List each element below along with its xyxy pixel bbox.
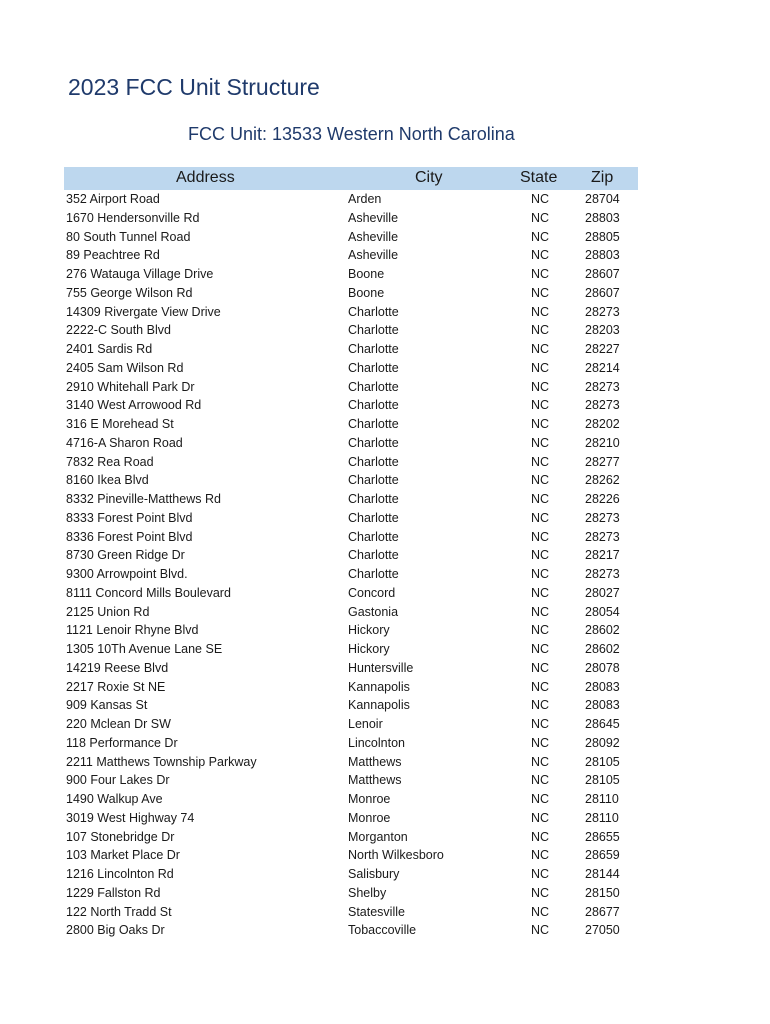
cell-state: NC	[531, 867, 550, 881]
cell-zip: 28083	[585, 679, 620, 694]
cell-state: NC	[531, 210, 550, 225]
table-body	[64, 190, 638, 940]
cell-address: 107 Stonebridge Dr	[66, 829, 175, 844]
cell-address: 1229 Fallston Rd	[66, 885, 161, 900]
cell-zip: 28655	[585, 829, 620, 844]
cell-zip: 28150	[585, 885, 620, 900]
table-row	[64, 490, 638, 509]
cell-state: NC	[531, 660, 550, 675]
cell-state: NC	[531, 342, 550, 356]
cell-state: NC	[531, 323, 550, 338]
cell-zip: 28105	[585, 773, 620, 788]
cell-city: Lenoir	[348, 717, 383, 731]
cell-address: 2217 Roxie St NE	[66, 679, 166, 694]
cell-state: NC	[531, 379, 550, 394]
cell-city: Charlotte	[348, 360, 399, 375]
cell-state: NC	[531, 717, 550, 731]
cell-state: NC	[531, 604, 550, 619]
table-row	[64, 584, 638, 603]
cell-address: 103 Market Place Dr	[66, 848, 180, 863]
cell-city: Charlotte	[348, 454, 399, 469]
table-row	[64, 903, 638, 922]
cell-city: Charlotte	[348, 417, 399, 431]
cell-state: NC	[531, 398, 550, 413]
cell-city: Charlotte	[348, 567, 399, 581]
table-row	[64, 809, 638, 828]
cell-city: Gastonia	[348, 604, 399, 619]
cell-zip: 28273	[585, 398, 620, 413]
table-row	[64, 546, 638, 565]
cell-address: 316 E Morehead St	[66, 417, 174, 431]
cell-city: Charlotte	[348, 548, 399, 563]
cell-city: Boone	[348, 285, 385, 300]
cell-zip: 28027	[585, 585, 620, 600]
cell-zip: 28645	[585, 717, 620, 731]
cell-zip: 28078	[585, 660, 620, 675]
cell-address: 1670 Hendersonville Rd	[66, 210, 200, 225]
cell-address: 3140 West Arrowood Rd	[66, 398, 202, 413]
cell-state: NC	[531, 792, 550, 806]
cell-zip: 28607	[585, 285, 620, 300]
cell-address: 2910 Whitehall Park Dr	[66, 379, 195, 394]
cell-address: 8336 Forest Point Blvd	[66, 529, 193, 544]
cell-address: 3019 West Highway 74	[66, 810, 195, 825]
cell-zip: 28217	[585, 548, 620, 563]
cell-zip: 28203	[585, 323, 620, 338]
cell-zip: 28105	[585, 754, 620, 769]
cell-address: 2401 Sardis Rd	[66, 342, 153, 356]
table-row	[64, 715, 638, 734]
cell-zip: 28262	[585, 473, 620, 488]
cell-address: 8332 Pineville-Matthews Rd	[66, 492, 221, 506]
cell-address: 8160 Ikea Blvd	[66, 473, 149, 488]
cell-address: 909 Kansas St	[66, 698, 148, 713]
cell-state: NC	[531, 735, 550, 750]
cell-state: NC	[531, 267, 550, 281]
cell-zip: 28144	[585, 867, 620, 881]
cell-address: 2211 Matthews Township Parkway	[66, 754, 257, 769]
cell-zip: 27050	[585, 923, 620, 938]
cell-address: 7832 Rea Road	[66, 454, 154, 469]
table-row	[64, 771, 638, 790]
cell-city: Asheville	[348, 229, 399, 244]
page-subtitle: FCC Unit: 13533 Western North Carolina	[188, 124, 515, 144]
cell-address: 2800 Big Oaks Dr	[66, 923, 165, 938]
table-row	[64, 921, 638, 940]
cell-zip: 28273	[585, 379, 620, 394]
cell-address: 4716-A Sharon Road	[66, 435, 183, 450]
cell-state: NC	[531, 623, 550, 638]
cell-city: Boone	[348, 267, 385, 281]
cell-state: NC	[531, 229, 550, 244]
table-row	[64, 790, 638, 809]
cell-state: NC	[531, 698, 550, 713]
cell-city: Tobaccoville	[348, 923, 417, 938]
cell-state: NC	[531, 492, 550, 506]
table-row	[64, 359, 638, 378]
cell-state: NC	[531, 417, 550, 431]
cell-city: Lincolnton	[348, 735, 405, 750]
table-row	[64, 340, 638, 359]
table-row	[64, 509, 638, 528]
cell-zip: 28602	[585, 642, 620, 656]
cell-address: 8333 Forest Point Blvd	[66, 510, 193, 525]
table-row	[64, 321, 638, 340]
cell-address: 122 North Tradd St	[66, 904, 172, 919]
table-row	[64, 284, 638, 303]
table-row	[64, 659, 638, 678]
cell-city: Concord	[348, 585, 396, 600]
column-header-address: Address	[176, 169, 235, 186]
table-row	[64, 696, 638, 715]
cell-state: NC	[531, 285, 550, 300]
cell-city: Shelby	[348, 885, 387, 900]
cell-state: NC	[531, 567, 550, 581]
cell-zip: 28054	[585, 604, 620, 619]
cell-address: 900 Four Lakes Dr	[66, 773, 170, 788]
cell-city: Huntersville	[348, 660, 414, 675]
cell-city: Matthews	[348, 754, 402, 769]
table-row	[64, 846, 638, 865]
cell-city: Arden	[348, 192, 382, 206]
cell-address: 1490 Walkup Ave	[66, 792, 163, 806]
cell-city: Matthews	[348, 773, 402, 788]
cell-state: NC	[531, 360, 550, 375]
cell-state: NC	[531, 923, 550, 938]
table-row	[64, 453, 638, 472]
cell-city: Charlotte	[348, 342, 399, 356]
cell-zip: 28202	[585, 417, 620, 431]
cell-zip: 28602	[585, 623, 620, 638]
table-header-row	[64, 167, 638, 190]
cell-address: 9300 Arrowpoint Blvd.	[66, 567, 188, 581]
cell-city: Charlotte	[348, 529, 399, 544]
table-row	[64, 434, 638, 453]
cell-city: Hickory	[348, 642, 390, 656]
cell-address: 220 Mclean Dr SW	[66, 717, 171, 731]
cell-address: 1121 Lenoir Rhyne Blvd	[66, 623, 199, 638]
table-row	[64, 396, 638, 415]
cell-address: 80 South Tunnel Road	[66, 229, 191, 244]
cell-city: Charlotte	[348, 323, 399, 338]
table-row	[64, 415, 638, 434]
cell-zip: 28226	[585, 492, 620, 506]
cell-zip: 28083	[585, 698, 620, 713]
table-row	[64, 471, 638, 490]
table-row	[64, 190, 638, 209]
column-header-city: City	[415, 169, 443, 186]
cell-city: Hickory	[348, 623, 390, 638]
cell-address: 2405 Sam Wilson Rd	[66, 360, 184, 375]
cell-city: Charlotte	[348, 304, 399, 319]
cell-city: Monroe	[348, 792, 391, 806]
cell-zip: 28092	[585, 735, 620, 750]
cell-zip: 28805	[585, 229, 620, 244]
table-row	[64, 265, 638, 284]
cell-city: Kannapolis	[348, 679, 410, 694]
cell-zip: 28273	[585, 529, 620, 544]
cell-address: 755 George Wilson Rd	[66, 285, 193, 300]
cell-zip: 28607	[585, 267, 620, 281]
locations-table	[64, 167, 638, 940]
table-row	[64, 753, 638, 772]
cell-zip: 28273	[585, 510, 620, 525]
cell-zip: 28659	[585, 848, 620, 863]
cell-address: 2125 Union Rd	[66, 604, 150, 619]
table-row	[64, 734, 638, 753]
table-row	[64, 528, 638, 547]
table-row	[64, 246, 638, 265]
cell-state: NC	[531, 529, 550, 544]
cell-address: 14309 Rivergate View Drive	[66, 304, 221, 319]
cell-zip: 28110	[585, 792, 619, 806]
cell-state: NC	[531, 904, 550, 919]
table-row	[64, 640, 638, 659]
cell-address: 352 Airport Road	[66, 192, 160, 206]
cell-state: NC	[531, 885, 550, 900]
cell-zip: 28803	[585, 248, 620, 263]
cell-address: 2222-C South Blvd	[66, 323, 171, 338]
cell-zip: 28110	[585, 810, 619, 825]
table-row	[64, 228, 638, 247]
table-row	[64, 303, 638, 322]
cell-city: Charlotte	[348, 510, 399, 525]
cell-address: 118 Performance Dr	[66, 735, 178, 750]
cell-address: 8111 Concord Mills Boulevard	[66, 585, 231, 600]
cell-zip: 28277	[585, 454, 620, 469]
table-row	[64, 884, 638, 903]
cell-address: 1216 Lincolnton Rd	[66, 867, 174, 881]
cell-zip: 28704	[585, 192, 620, 206]
table-row	[64, 828, 638, 847]
cell-state: NC	[531, 454, 550, 469]
cell-state: NC	[531, 473, 550, 488]
cell-state: NC	[531, 679, 550, 694]
cell-zip: 28273	[585, 567, 620, 581]
cell-state: NC	[531, 585, 550, 600]
cell-state: NC	[531, 548, 550, 563]
cell-city: Charlotte	[348, 435, 399, 450]
table-row	[64, 378, 638, 397]
cell-city: Charlotte	[348, 379, 399, 394]
cell-state: NC	[531, 510, 550, 525]
cell-city: North Wilkesboro	[348, 848, 444, 863]
table-row	[64, 865, 638, 884]
cell-state: NC	[531, 248, 550, 263]
cell-state: NC	[531, 829, 550, 844]
cell-state: NC	[531, 304, 550, 319]
cell-state: NC	[531, 810, 550, 825]
column-header-state: State	[520, 169, 558, 186]
cell-city: Salisbury	[348, 867, 400, 881]
cell-zip: 28210	[585, 435, 620, 450]
column-header-zip: Zip	[591, 169, 614, 186]
cell-zip: 28214	[585, 360, 620, 375]
cell-city: Kannapolis	[348, 698, 410, 713]
cell-city: Monroe	[348, 810, 391, 825]
page-title: 2023 FCC Unit Structure	[68, 74, 320, 100]
cell-state: NC	[531, 754, 550, 769]
cell-state: NC	[531, 642, 550, 656]
table-row	[64, 621, 638, 640]
cell-address: 89 Peachtree Rd	[66, 248, 160, 263]
cell-city: Charlotte	[348, 492, 399, 506]
cell-city: Statesville	[348, 904, 405, 919]
cell-zip: 28677	[585, 904, 620, 919]
cell-state: NC	[531, 848, 550, 863]
cell-state: NC	[531, 773, 550, 788]
cell-state: NC	[531, 435, 550, 450]
cell-zip: 28273	[585, 304, 620, 319]
cell-city: Asheville	[348, 210, 399, 225]
cell-address: 14219 Reese Blvd	[66, 660, 169, 675]
table-row	[64, 678, 638, 697]
table-row	[64, 209, 638, 228]
cell-city: Charlotte	[348, 473, 399, 488]
cell-city: Morganton	[348, 829, 408, 844]
cell-city: Asheville	[348, 248, 399, 263]
cell-address: 276 Watauga Village Drive	[66, 267, 214, 281]
cell-address: 1305 10Th Avenue Lane SE	[66, 642, 223, 656]
cell-city: Charlotte	[348, 398, 399, 413]
cell-address: 8730 Green Ridge Dr	[66, 548, 185, 563]
table-row	[64, 603, 638, 622]
cell-zip: 28803	[585, 210, 620, 225]
cell-zip: 28227	[585, 342, 620, 356]
cell-state: NC	[531, 192, 550, 206]
table-row	[64, 565, 638, 584]
